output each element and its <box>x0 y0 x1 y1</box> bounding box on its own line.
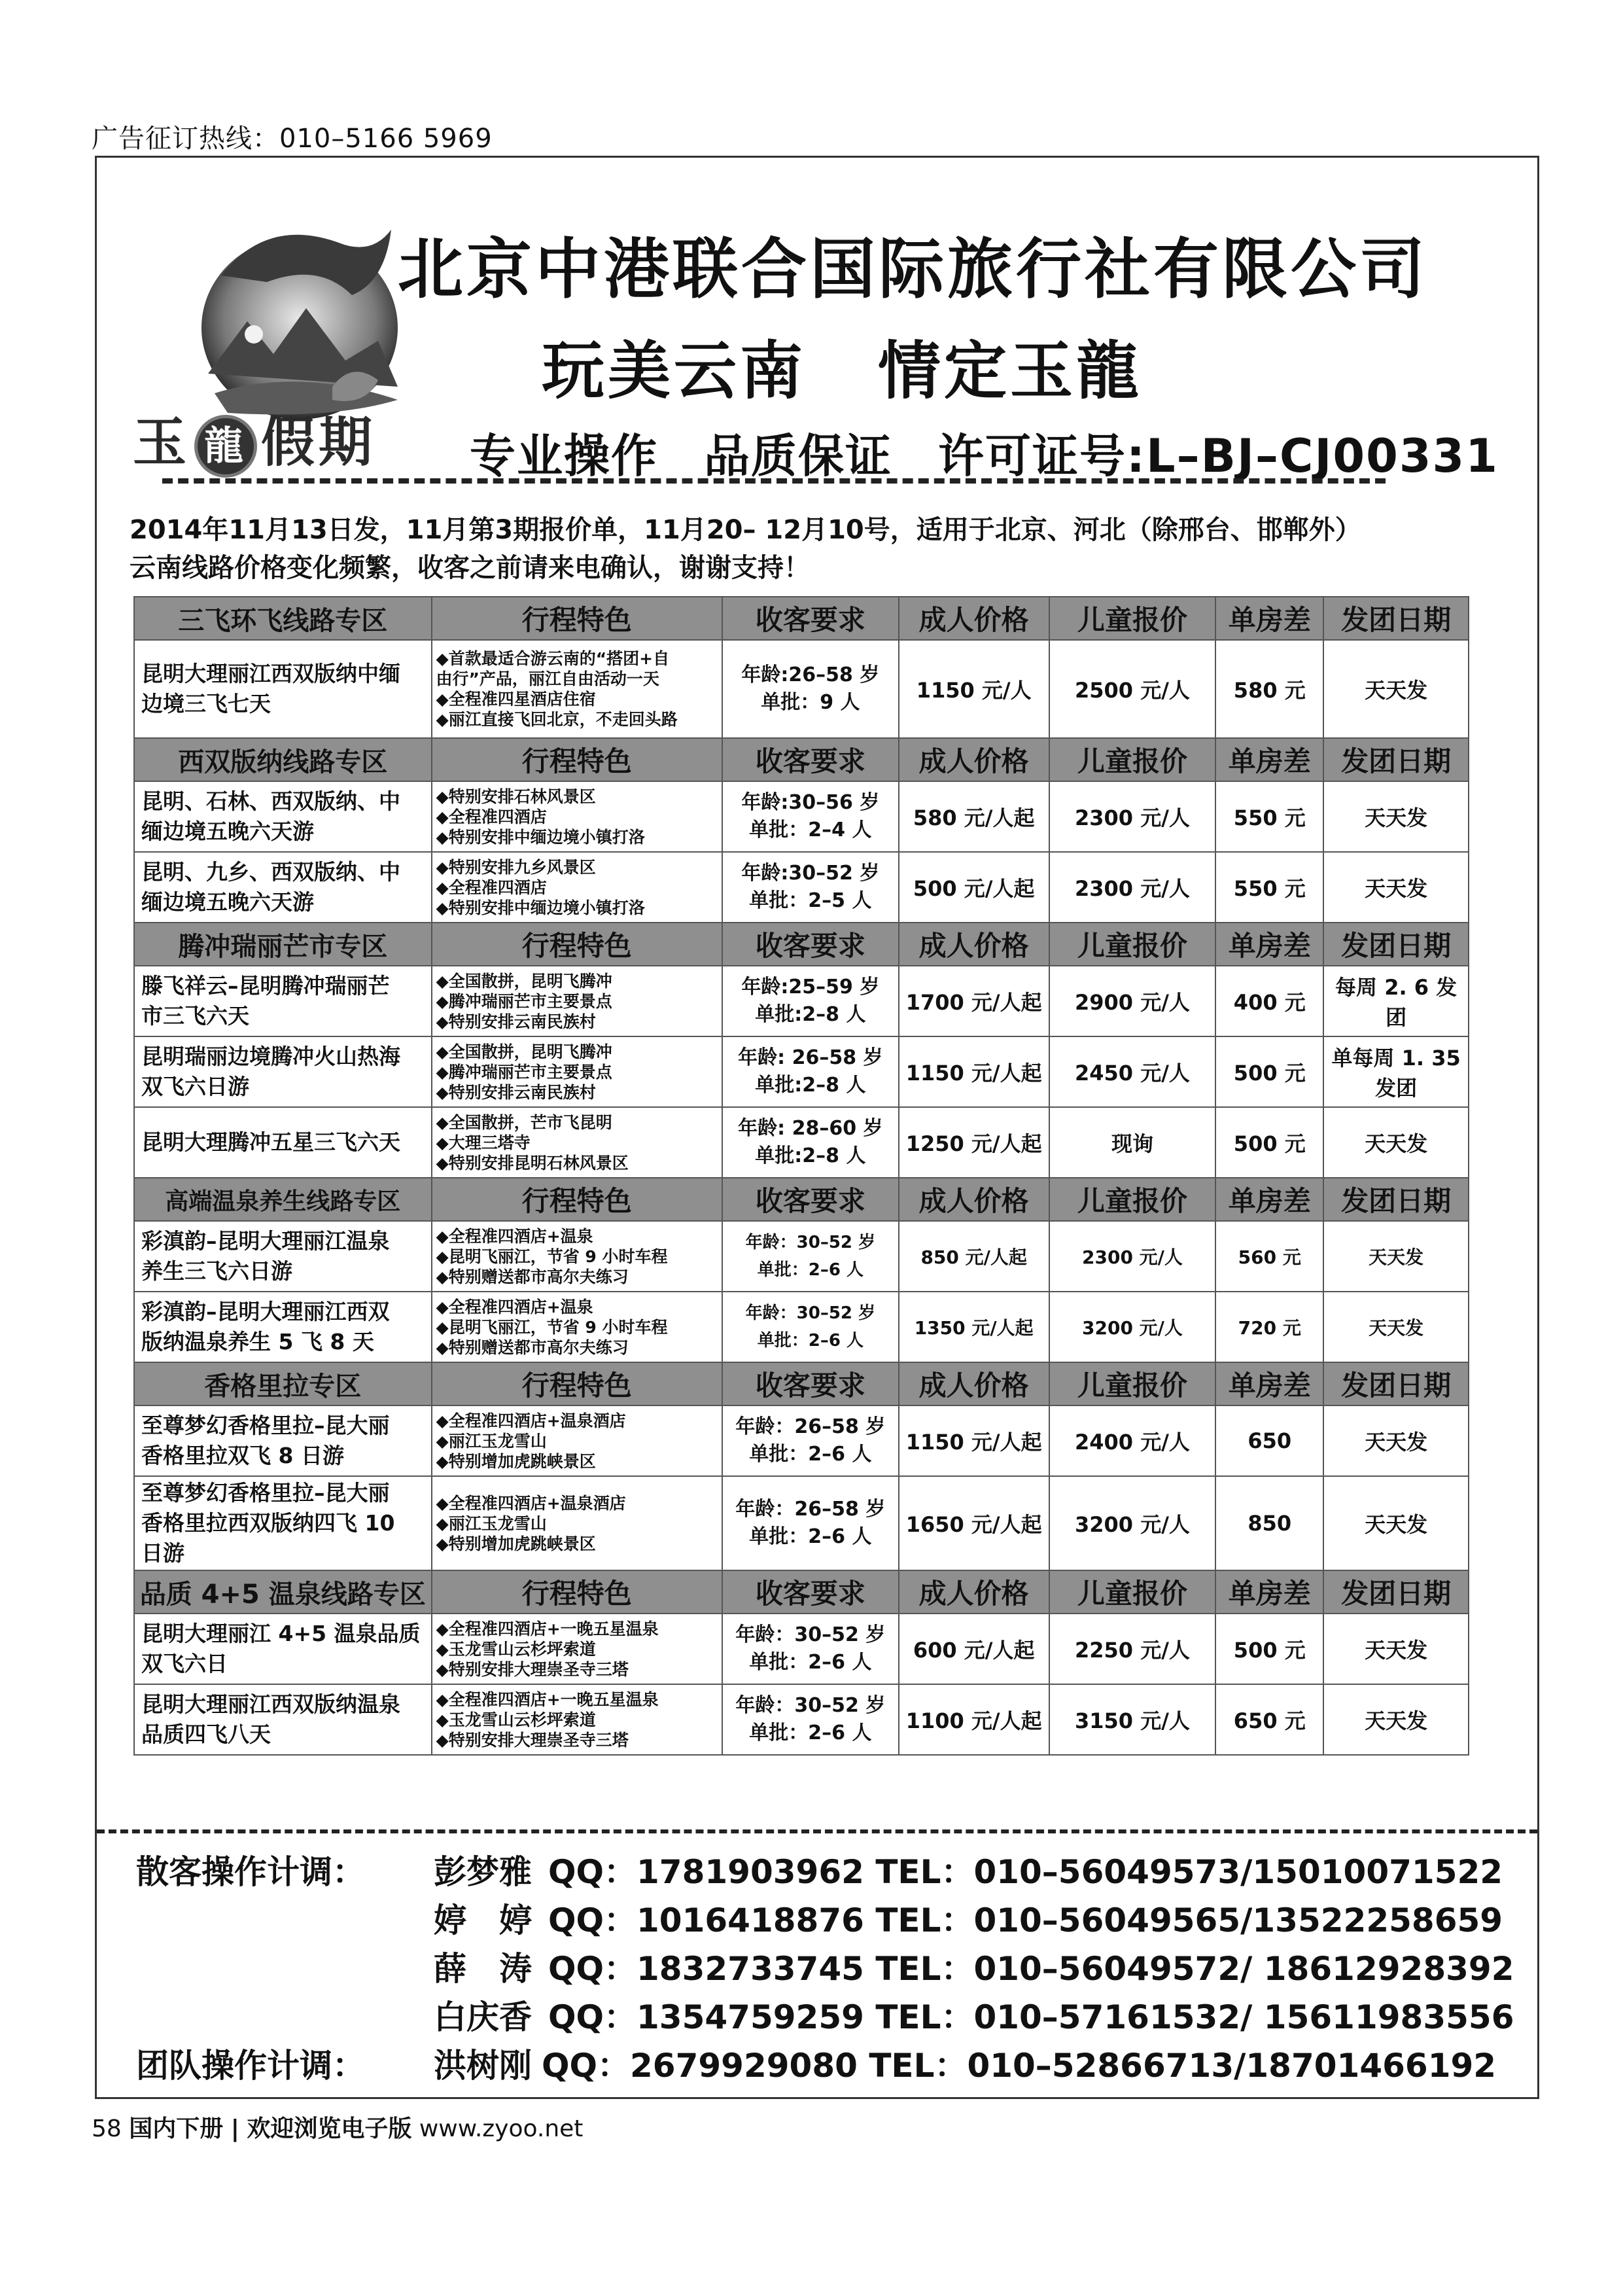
child-price: 2500 元/人 <box>1049 640 1216 738</box>
route-name <box>134 966 432 1036</box>
route-features-line: ◆特别安排中缅边境小镇打洛 <box>436 827 645 847</box>
booking-requirement-line: 单批：2–6 人 <box>757 1260 864 1280</box>
column-header: 发团日期 <box>1323 923 1469 966</box>
column-header: 成人价格 <box>899 597 1049 640</box>
route-features-line: ◆特别安排昆明石林风景区 <box>436 1153 629 1173</box>
route-features-line: ◆特别增加虎跳峡景区 <box>436 1534 596 1553</box>
route-features-line: ◆玉龙雪山云杉坪索道 <box>436 1639 596 1659</box>
price-notice <box>130 511 1361 587</box>
booking-requirement-line: 年龄:25–59 岁 <box>741 976 880 998</box>
column-header: 单房差 <box>1215 1178 1323 1221</box>
column-header: 儿童报价 <box>1049 923 1216 966</box>
route-name <box>134 1476 432 1570</box>
route-name <box>134 1614 432 1684</box>
route-features-line: ◆全程准四酒店+温泉 <box>436 1226 593 1246</box>
child-price: 2450 元/人 <box>1049 1036 1216 1107</box>
table-row <box>134 1036 1469 1107</box>
departure-dates-line: 发团 <box>1375 1076 1418 1101</box>
company-name: 北京中港联合国际旅行社有限公司 <box>398 231 1428 308</box>
route-features-line: ◆全程准四酒店 <box>436 807 547 826</box>
booking-requirement <box>722 1292 899 1362</box>
contact-info: QQ：1781903962 TEL：010–56049573/15010071522 <box>548 1853 1503 1891</box>
column-header: 成人价格 <box>899 1570 1049 1614</box>
notice-line-2: 云南线路价格变化频繁，收客之前请来电确认，谢谢支持！ <box>130 553 810 583</box>
column-header: 发团日期 <box>1323 1178 1469 1221</box>
route-features-line: ◆昆明飞丽江，节省 9 小时车程 <box>436 1317 668 1337</box>
departure-dates-line: 天天发 <box>1365 876 1428 901</box>
adult-price: 1350 元/人起 <box>899 1292 1049 1362</box>
route-features <box>432 1292 722 1362</box>
route-name-line: 日游 <box>141 1540 184 1566</box>
route-features-line: ◆丽江玉龙雪山 <box>436 1431 547 1451</box>
table-row <box>134 852 1469 923</box>
column-header: 行程特色 <box>432 1362 722 1405</box>
route-features-line: ◆首款最适合游云南的“搭团+自 <box>436 649 670 668</box>
footer-text: 欢迎浏览电子版 <box>247 2115 412 2142</box>
route-features-line: ◆特别安排九乡风景区 <box>436 857 596 877</box>
booking-requirement-line: 年龄:30–56 岁 <box>741 791 880 814</box>
column-header: 单房差 <box>1215 923 1323 966</box>
route-features-line: ◆全程准四酒店+一晚五星温泉 <box>436 1619 659 1638</box>
departure-dates-line: 天天发 <box>1365 1131 1428 1156</box>
route-name <box>134 1405 432 1476</box>
booking-requirement-line: 年龄:30–52 岁 <box>741 862 880 885</box>
column-header: 行程特色 <box>432 1570 722 1614</box>
route-name <box>134 781 432 852</box>
route-name-line: 双飞六日 <box>141 1651 228 1676</box>
contact-name: 洪树刚 <box>434 2047 532 2085</box>
column-header: 成人价格 <box>899 1178 1049 1221</box>
column-header: 发团日期 <box>1323 597 1469 640</box>
contact-label: 团队操作计调： <box>136 2047 365 2085</box>
section-header-row <box>134 1570 1469 1614</box>
adult-price: 850 元/人起 <box>899 1221 1049 1292</box>
route-name-line: 香格里拉双飞 8 日游 <box>141 1443 344 1468</box>
departure-dates-line: 天天发 <box>1365 1512 1428 1537</box>
adult-price: 1100 元/人起 <box>899 1684 1049 1755</box>
adult-price: 600 元/人起 <box>899 1614 1049 1684</box>
route-name-line: 昆明大理丽江西双版纳中缅 <box>141 661 400 686</box>
adult-price: 1250 元/人起 <box>899 1107 1049 1178</box>
departure-dates <box>1323 640 1469 738</box>
departure-dates-line: 单每周 1. 35 <box>1331 1046 1461 1070</box>
child-price: 现询 <box>1049 1107 1216 1178</box>
booking-requirement-line: 单批：2–6 人 <box>757 1331 864 1351</box>
single-room-supplement: 560 元 <box>1215 1221 1323 1292</box>
route-name-line: 昆明大理腾冲五星三飞六天 <box>141 1129 400 1155</box>
booking-requirement-line: 年龄：30–52 岁 <box>745 1233 876 1252</box>
departure-dates-line: 天天发 <box>1365 678 1428 703</box>
route-features-line: ◆特别安排云南民族村 <box>436 1082 596 1102</box>
departure-dates <box>1323 1476 1469 1570</box>
route-name <box>134 1292 432 1362</box>
contact-label: 散客操作计调： <box>136 1853 365 1891</box>
logo-text-right: 假期 <box>261 412 377 474</box>
adult-price: 1650 元/人起 <box>899 1476 1049 1570</box>
column-header: 单房差 <box>1215 738 1323 781</box>
route-name-line: 昆明大理丽江 4+5 温泉品质 <box>141 1621 421 1646</box>
departure-dates <box>1323 1614 1469 1684</box>
booking-requirement <box>722 852 899 923</box>
departure-dates <box>1323 1292 1469 1362</box>
route-name <box>134 1221 432 1292</box>
route-name-line: 香格里拉西双版纳四飞 10 <box>141 1510 395 1536</box>
departure-dates <box>1323 966 1469 1036</box>
table-row <box>134 781 1469 852</box>
child-price: 2300 元/人 <box>1049 1221 1216 1292</box>
single-room-supplement: 500 元 <box>1215 1614 1323 1684</box>
route-name-line: 至尊梦幻香格里拉–昆大丽 <box>141 1480 390 1506</box>
column-header: 儿童报价 <box>1049 1362 1216 1405</box>
page-number: 58 <box>92 2115 122 2142</box>
route-features <box>432 966 722 1036</box>
single-room-supplement: 400 元 <box>1215 966 1323 1036</box>
contact-name: 婷 婷 <box>434 1901 532 1939</box>
route-name-line: 至尊梦幻香格里拉–昆大丽 <box>141 1413 390 1438</box>
column-header: 收客要求 <box>722 923 899 966</box>
logo-text <box>133 400 376 478</box>
route-features-line: ◆全程准四酒店+温泉酒店 <box>436 1493 626 1513</box>
route-features-line: ◆全程准四酒店+温泉 <box>436 1297 593 1316</box>
route-features-line: ◆特别安排大理崇圣寺三塔 <box>436 1730 629 1750</box>
adult-price: 1150 元/人起 <box>899 1036 1049 1107</box>
column-header: 成人价格 <box>899 1362 1049 1405</box>
logo-text-left: 玉 <box>133 412 191 474</box>
table-row <box>134 1684 1469 1755</box>
route-features <box>432 781 722 852</box>
booking-requirement <box>722 1221 899 1292</box>
route-features <box>432 1614 722 1684</box>
volume-name: 国内下册 <box>129 2115 224 2142</box>
child-price: 3200 元/人 <box>1049 1476 1216 1570</box>
adult-price: 1150 元/人 <box>899 640 1049 738</box>
booking-requirement-line: 单批:2–8 人 <box>755 1144 866 1167</box>
route-features-line: ◆腾冲瑞丽芒市主要景点 <box>436 1062 612 1082</box>
single-room-supplement: 650 元 <box>1215 1684 1323 1755</box>
route-features-line: ◆特别增加虎跳峡景区 <box>436 1451 596 1471</box>
route-features-line: ◆特别赠送都市高尔夫练习 <box>436 1337 629 1357</box>
column-header: 发团日期 <box>1323 1570 1469 1614</box>
booking-requirement-line: 单批：2–6 人 <box>749 1722 872 1744</box>
table-row <box>134 1107 1469 1178</box>
column-header: 收客要求 <box>722 1178 899 1221</box>
departure-dates <box>1323 1684 1469 1755</box>
booking-requirement-line: 单批：2–6 人 <box>749 1525 872 1548</box>
departure-dates <box>1323 1221 1469 1292</box>
route-name-line: 缅边境五晚六天游 <box>141 889 314 915</box>
booking-requirement <box>722 781 899 852</box>
route-features <box>432 1476 722 1570</box>
route-features <box>432 1684 722 1755</box>
section-zone-title: 西双版纳线路专区 <box>134 738 432 781</box>
ad-hotline: 广告征订热线：010–5166 5969 <box>92 124 493 154</box>
route-features-line: ◆腾冲瑞丽芒市主要景点 <box>436 991 612 1011</box>
route-features-line: ◆全程准四酒店+一晚五星温泉 <box>436 1689 659 1709</box>
departure-dates <box>1323 1036 1469 1107</box>
notice-line-1: 2014年11月13日发，11月第3期报价单，11月20– 12月10号，适用于北京、河北（除邢台、邯郸外） <box>130 515 1361 545</box>
column-header: 收客要求 <box>722 1362 899 1405</box>
child-price: 2300 元/人 <box>1049 781 1216 852</box>
route-features <box>432 640 722 738</box>
contact-name: 彭梦雅 <box>434 1853 532 1891</box>
booking-requirement <box>722 640 899 738</box>
table-row <box>134 1476 1469 1570</box>
route-name <box>134 640 432 738</box>
section-header-row <box>134 1362 1469 1405</box>
route-features-line: 由行”产品，丽江自由活动一天 <box>436 669 659 688</box>
booking-requirement-line: 年龄: 28–60 岁 <box>738 1117 883 1140</box>
booking-requirement-line: 单批：2–5 人 <box>749 889 872 912</box>
column-header: 单房差 <box>1215 1570 1323 1614</box>
departure-dates-line: 天天发 <box>1365 805 1428 830</box>
single-room-supplement: 500 元 <box>1215 1107 1323 1178</box>
route-features-line: ◆昆明飞丽江，节省 9 小时车程 <box>436 1246 668 1266</box>
table-row <box>134 640 1469 738</box>
tagline-operation: 专业操作 <box>470 429 658 483</box>
table-row <box>134 966 1469 1036</box>
route-name-line: 彩滇韵–昆明大理丽江温泉 <box>141 1228 390 1254</box>
column-header: 单房差 <box>1215 597 1323 640</box>
column-header: 发团日期 <box>1323 738 1469 781</box>
route-features <box>432 1405 722 1476</box>
route-features-line: ◆特别安排石林风景区 <box>436 786 596 806</box>
booking-requirement-line: 年龄:26–58 岁 <box>741 663 880 686</box>
booking-requirement <box>722 1036 899 1107</box>
route-name-line: 边境三飞七天 <box>141 691 271 716</box>
booking-requirement <box>722 966 899 1036</box>
departure-dates-line: 天天发 <box>1369 1317 1424 1339</box>
route-features-line: ◆丽江直接飞回北京，不走回头路 <box>436 710 678 729</box>
booking-requirement <box>722 1107 899 1178</box>
single-room-supplement: 720 元 <box>1215 1292 1323 1362</box>
column-header: 收客要求 <box>722 738 899 781</box>
booking-requirement-line: 年龄: 26–58 岁 <box>738 1046 883 1069</box>
table-row <box>134 1221 1469 1292</box>
section-header-row <box>134 923 1469 966</box>
single-room-supplement: 550 元 <box>1215 781 1323 852</box>
column-header: 儿童报价 <box>1049 1178 1216 1221</box>
adult-price: 500 元/人起 <box>899 852 1049 923</box>
tagline <box>470 419 1544 486</box>
route-features <box>432 852 722 923</box>
section-header-row <box>134 597 1469 640</box>
column-header: 儿童报价 <box>1049 597 1216 640</box>
column-header: 儿童报价 <box>1049 738 1216 781</box>
price-table <box>133 596 1469 1756</box>
departure-dates-line: 天天发 <box>1365 1430 1428 1455</box>
footer-url-link[interactable]: www.zyoo.net <box>419 2115 584 2142</box>
departure-dates-line: 天天发 <box>1365 1708 1428 1733</box>
advertisement-frame <box>95 156 1539 2099</box>
tagline-quality: 品质保证 <box>704 429 892 483</box>
departure-dates <box>1323 1107 1469 1178</box>
route-features-line: ◆全国散拼，昆明飞腾冲 <box>436 971 612 991</box>
contact-name: 薛 涛 <box>434 1950 532 1988</box>
adult-price: 580 元/人起 <box>899 781 1049 852</box>
route-features-line: ◆特别赠送都市高尔夫练习 <box>436 1267 629 1286</box>
adult-price: 1150 元/人起 <box>899 1405 1049 1476</box>
departure-dates <box>1323 852 1469 923</box>
column-header: 单房差 <box>1215 1362 1323 1405</box>
route-features-line: ◆全国散拼，昆明飞腾冲 <box>436 1042 612 1061</box>
column-header: 成人价格 <box>899 923 1049 966</box>
adult-price: 1700 元/人起 <box>899 966 1049 1036</box>
route-name-line: 昆明、九乡、西双版纳、中 <box>141 859 400 885</box>
route-features-line: ◆玉龙雪山云杉坪索道 <box>436 1710 596 1729</box>
route-features-line: ◆特别安排云南民族村 <box>436 1012 596 1031</box>
booking-requirement-line: 单批：2–6 人 <box>749 1443 872 1466</box>
slogan-part-1: 玩美云南 <box>542 334 806 408</box>
booking-requirement-line: 单批：2–4 人 <box>749 819 872 841</box>
route-name-line: 彩滇韵–昆明大理丽江西双 <box>141 1299 390 1324</box>
route-name <box>134 1684 432 1755</box>
booking-requirement-line: 单批:2–8 人 <box>755 1003 866 1026</box>
booking-requirement <box>722 1684 899 1755</box>
booking-requirement-line: 单批：2–6 人 <box>749 1651 872 1674</box>
booking-requirement-line: 年龄：30–52 岁 <box>735 1694 886 1717</box>
section-header-row <box>134 738 1469 781</box>
single-room-supplement: 580 元 <box>1215 640 1323 738</box>
section-zone-title: 三飞环飞线路专区 <box>134 597 432 640</box>
table-row <box>134 1292 1469 1362</box>
column-header: 行程特色 <box>432 738 722 781</box>
column-header: 行程特色 <box>432 597 722 640</box>
booking-requirement-line: 年龄：30–52 岁 <box>745 1303 876 1323</box>
column-header: 儿童报价 <box>1049 1570 1216 1614</box>
departure-dates <box>1323 781 1469 852</box>
column-header: 成人价格 <box>899 738 1049 781</box>
route-features-line: ◆特别安排中缅边境小镇打洛 <box>436 898 645 917</box>
route-name <box>134 1107 432 1178</box>
single-room-supplement: 550 元 <box>1215 852 1323 923</box>
single-room-supplement: 650 <box>1215 1405 1323 1476</box>
booking-requirement <box>722 1614 899 1684</box>
route-features-line: ◆全程准四酒店 <box>436 877 547 897</box>
column-header: 行程特色 <box>432 1178 722 1221</box>
route-name-line: 品质四飞八天 <box>141 1722 271 1747</box>
route-features <box>432 1221 722 1292</box>
departure-dates <box>1323 1405 1469 1476</box>
route-name <box>134 852 432 923</box>
column-header: 收客要求 <box>722 597 899 640</box>
column-header: 行程特色 <box>432 923 722 966</box>
booking-requirement-line: 年龄：26–58 岁 <box>735 1415 886 1438</box>
contact-info: QQ：1016418876 TEL：010–56049565/13522258659 <box>548 1901 1503 1939</box>
route-features <box>432 1036 722 1107</box>
route-features-line: ◆全程准四酒店+温泉酒店 <box>436 1411 626 1430</box>
single-room-supplement: 500 元 <box>1215 1036 1323 1107</box>
single-room-supplement: 850 <box>1215 1476 1323 1570</box>
child-price: 3150 元/人 <box>1049 1684 1216 1755</box>
departure-dates-line: 天天发 <box>1369 1246 1424 1268</box>
booking-requirement-line: 单批:2–8 人 <box>755 1074 866 1097</box>
route-features <box>432 1107 722 1178</box>
departure-dates-line: 天天发 <box>1365 1638 1428 1663</box>
route-features-line: ◆丽江玉龙雪山 <box>436 1513 547 1533</box>
booking-requirement <box>722 1476 899 1570</box>
route-name-line: 滕飞祥云–昆明腾冲瑞丽芒 <box>141 973 390 998</box>
booking-requirement-line: 年龄：26–58 岁 <box>735 1498 886 1521</box>
child-price: 2900 元/人 <box>1049 966 1216 1036</box>
section-zone-title: 腾冲瑞丽芒市专区 <box>134 923 432 966</box>
route-name-line: 昆明大理丽江西双版纳温泉 <box>141 1691 400 1717</box>
route-features-line: ◆全程准四星酒店住宿 <box>436 690 596 709</box>
booking-requirement <box>722 1405 899 1476</box>
route-name-line: 缅边境五晚六天游 <box>141 819 314 844</box>
table-row <box>134 1405 1469 1476</box>
route-name-line: 昆明、石林、西双版纳、中 <box>141 788 400 814</box>
section-zone-title: 高端温泉养生线路专区 <box>134 1178 432 1221</box>
contacts-divider <box>97 1829 1537 1833</box>
route-features-line: ◆特别安排大理崇圣寺三塔 <box>436 1659 629 1679</box>
contact-info: QQ：1832733745 TEL：010–56049572/ 18612928392 <box>548 1950 1514 1988</box>
slogan-part-2: 情定玉龍 <box>878 334 1142 408</box>
contact-info: QQ：2679929080 TEL：010–52866713/18701466192 <box>542 2047 1497 2085</box>
route-features-line: ◆大理三塔寺 <box>436 1133 531 1152</box>
route-features-line: ◆全国散拼，芒市飞昆明 <box>436 1112 612 1132</box>
booking-requirement-line: 年龄：30–52 岁 <box>735 1623 886 1646</box>
tagline-license: 许可证号:L–BJ–CJ00331 <box>938 429 1499 483</box>
route-name-line: 版纳温泉养生 5 飞 8 天 <box>141 1329 374 1354</box>
route-name-line: 养生三飞六日游 <box>141 1258 292 1284</box>
dragon-ring-icon: 龍 <box>194 415 257 478</box>
route-name-line: 昆明瑞丽边境腾冲火山热海 <box>141 1044 400 1069</box>
header-divider <box>162 478 1386 484</box>
page-footer <box>92 2110 583 2144</box>
child-price: 2400 元/人 <box>1049 1405 1216 1476</box>
slogan <box>542 321 1142 411</box>
section-zone-title: 品质 4+5 温泉线路专区 <box>134 1570 432 1614</box>
table-row <box>134 1614 1469 1684</box>
column-header: 收客要求 <box>722 1570 899 1614</box>
child-price: 3200 元/人 <box>1049 1292 1216 1362</box>
route-name-line: 双飞六日游 <box>141 1074 249 1099</box>
child-price: 2250 元/人 <box>1049 1614 1216 1684</box>
column-header: 发团日期 <box>1323 1362 1469 1405</box>
route-name-line: 市三飞六天 <box>141 1003 249 1029</box>
section-header-row <box>134 1178 1469 1221</box>
section-zone-title: 香格里拉专区 <box>134 1362 432 1405</box>
route-name <box>134 1036 432 1107</box>
booking-requirement-line: 单批：9 人 <box>761 691 860 714</box>
child-price: 2300 元/人 <box>1049 852 1216 923</box>
contact-info: QQ：1354759259 TEL：010–57161532/ 15611983556 <box>548 1998 1514 2036</box>
contact-name: 白庆香 <box>434 1998 532 2036</box>
footer-separator: | <box>230 2115 239 2142</box>
departure-dates-line: 每周 2. 6 发团 <box>1335 975 1457 1030</box>
